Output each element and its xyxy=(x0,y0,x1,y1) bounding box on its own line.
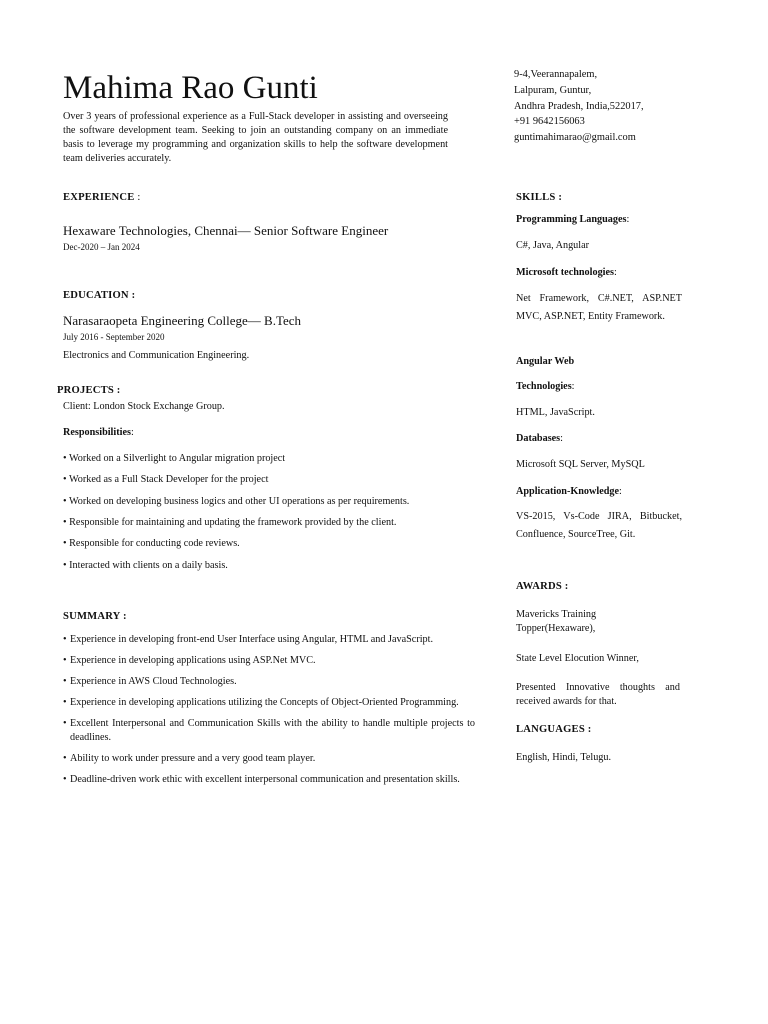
skill-label-colon: : xyxy=(560,433,563,444)
bullet-icon: • xyxy=(63,560,67,571)
responsibilities-colon: : xyxy=(130,427,134,438)
email-address: guntimahimarao@gmail.com xyxy=(514,132,636,144)
skill-label-text: Databases xyxy=(516,433,561,444)
bullet-icon: • xyxy=(63,697,67,708)
education-field: Electronics and Communication Engineering. xyxy=(63,350,250,361)
summary-text: Experience in developing front-end User Interface using Angular, HTML and JavaScript. xyxy=(70,634,434,645)
summary-item-1 xyxy=(63,633,475,647)
application-knowledge-label xyxy=(516,485,622,499)
bullet-icon: • xyxy=(63,453,67,464)
responsibility-text: Worked on developing business logics and other UI operations as per requirements. xyxy=(68,496,410,507)
bullet-icon: • xyxy=(63,753,67,764)
summary-heading: SUMMARY : xyxy=(63,611,127,622)
responsibility-text: Responsible for maintaining and updating the framework provided by the client. xyxy=(69,517,397,528)
experience-heading-colon: : xyxy=(134,192,141,203)
summary-text: Experience in AWS Cloud Technologies. xyxy=(70,676,237,687)
angular-web-label-line1: Angular Web xyxy=(516,356,575,367)
skill-label-colon: : xyxy=(626,214,630,225)
summary-item-4 xyxy=(63,696,475,710)
awards-heading: AWARDS : xyxy=(516,581,569,592)
summary-text: Experience in developing applications using ASP.Net MVC. xyxy=(70,655,316,666)
databases-label xyxy=(516,432,563,446)
experience-dates: Dec-2020 – Jan 2024 xyxy=(63,242,140,252)
project-client: Client: London Stock Exchange Group. xyxy=(63,401,225,412)
skills-heading: SKILLS : xyxy=(516,192,563,203)
phone-number: +91 9642156063 xyxy=(514,116,585,128)
bullet-icon: • xyxy=(63,496,67,507)
summary-text: Excellent Interpersonal and Communication Skills with the ability to handle multiple projects to deadlines. xyxy=(70,718,475,743)
databases-value: Microsoft SQL Server, MySQL xyxy=(516,459,645,470)
bullet-icon: • xyxy=(63,517,67,528)
programming-languages-value: C#, Java, Angular xyxy=(516,240,589,251)
bullet-icon: • xyxy=(63,474,67,485)
address-line-1: 9-4,Veerannapalem, xyxy=(514,69,598,80)
bullet-icon: • xyxy=(63,538,67,549)
microsoft-technologies-value: Net Framework, C#.NET, ASP.NET MVC, ASP.NET, Entity Framework. xyxy=(516,293,682,322)
summary-item-5 xyxy=(63,717,475,745)
responsibility-text: Worked as a Full Stack Developer for the project xyxy=(68,474,269,485)
education-heading: EDUCATION : xyxy=(63,290,136,301)
education-dates: July 2016 - September 2020 xyxy=(63,332,165,342)
responsibility-item-6 xyxy=(63,559,228,573)
responsibility-item-4 xyxy=(63,516,396,530)
responsibilities-heading xyxy=(63,426,134,440)
education-title: Narasaraopeta Engineering College— B.Tech xyxy=(63,313,302,328)
responsibilities-label: Responsibilities xyxy=(63,427,131,438)
award-item-3: Presented Innovative thoughts and received awards for that. xyxy=(516,682,680,707)
skill-label-text: Technologies xyxy=(516,381,572,392)
bullet-icon: • xyxy=(63,634,67,645)
intro-paragraph: Over 3 years of professional experience as a Full-Stack developer in assisting and overseeing the software development team. Seeking to join an outstanding company on an immediate basis to leverage my programming and organization skills to help the software development team deliveries accurately. xyxy=(63,111,448,164)
summary-item-7 xyxy=(63,773,475,787)
skill-label-colon: : xyxy=(571,381,575,392)
skill-label-colon: : xyxy=(614,267,617,278)
responsibility-text: Responsible for conducting code reviews. xyxy=(69,538,240,549)
languages-value: English, Hindi, Telugu. xyxy=(516,752,612,763)
experience-title: Hexaware Technologies, Chennai— Senior Software Engineer xyxy=(63,223,389,238)
summary-item-3 xyxy=(63,675,475,689)
responsibility-text: Interacted with clients on a daily basis. xyxy=(69,560,228,571)
summary-list xyxy=(63,633,475,787)
contact-block xyxy=(514,67,744,146)
microsoft-technologies-label xyxy=(516,266,617,280)
skill-label-text: Programming Languages xyxy=(516,214,627,225)
bullet-icon: • xyxy=(63,718,67,729)
bullet-icon: • xyxy=(63,655,67,666)
summary-item-2 xyxy=(63,654,475,668)
angular-web-label-line2 xyxy=(516,380,575,394)
award-item-2: State Level Elocution Winner, xyxy=(516,653,639,664)
skill-label-text: Application-Knowledge xyxy=(516,486,620,497)
bullet-icon: • xyxy=(63,676,67,687)
responsibility-text: Worked on a Silverlight to Angular migration project xyxy=(68,453,286,464)
skill-label-text: Microsoft technologies xyxy=(516,267,614,278)
projects-heading: PROJECTS : xyxy=(57,385,121,396)
web-technologies-value: HTML, JavaScript. xyxy=(516,407,595,418)
programming-languages-label xyxy=(516,213,629,227)
responsibility-item-2 xyxy=(63,473,268,487)
address-line-3: Andhra Pradesh, India,522017, xyxy=(514,100,644,112)
address-line-2: Lalpuram, Guntur, xyxy=(514,84,592,96)
experience-heading-text: EXPERIENCE xyxy=(63,192,135,203)
responsibility-item-1 xyxy=(63,452,285,466)
summary-text: Ability to work under pressure and a very good team player. xyxy=(70,753,316,764)
experience-heading xyxy=(63,192,140,203)
award-item-1: Mavericks Training Topper(Hexaware), xyxy=(516,609,597,634)
summary-text: Experience in developing applications utilizing the Concepts of Object-Oriented Programming. xyxy=(70,697,459,708)
summary-item-6 xyxy=(63,752,475,766)
responsibility-item-3 xyxy=(63,495,409,509)
candidate-name: Mahima Rao Gunti xyxy=(63,70,318,106)
languages-heading: LANGUAGES : xyxy=(516,724,592,735)
bullet-icon: • xyxy=(63,774,67,785)
skill-label-colon: : xyxy=(619,486,622,497)
responsibility-item-5 xyxy=(63,537,240,551)
application-knowledge-value: VS-2015, Vs-Code JIRA, Bitbucket, Confluence, SourceTree, Git. xyxy=(516,511,682,540)
summary-text: Deadline-driven work ethic with excellent interpersonal communication and presentation skills. xyxy=(70,774,460,785)
